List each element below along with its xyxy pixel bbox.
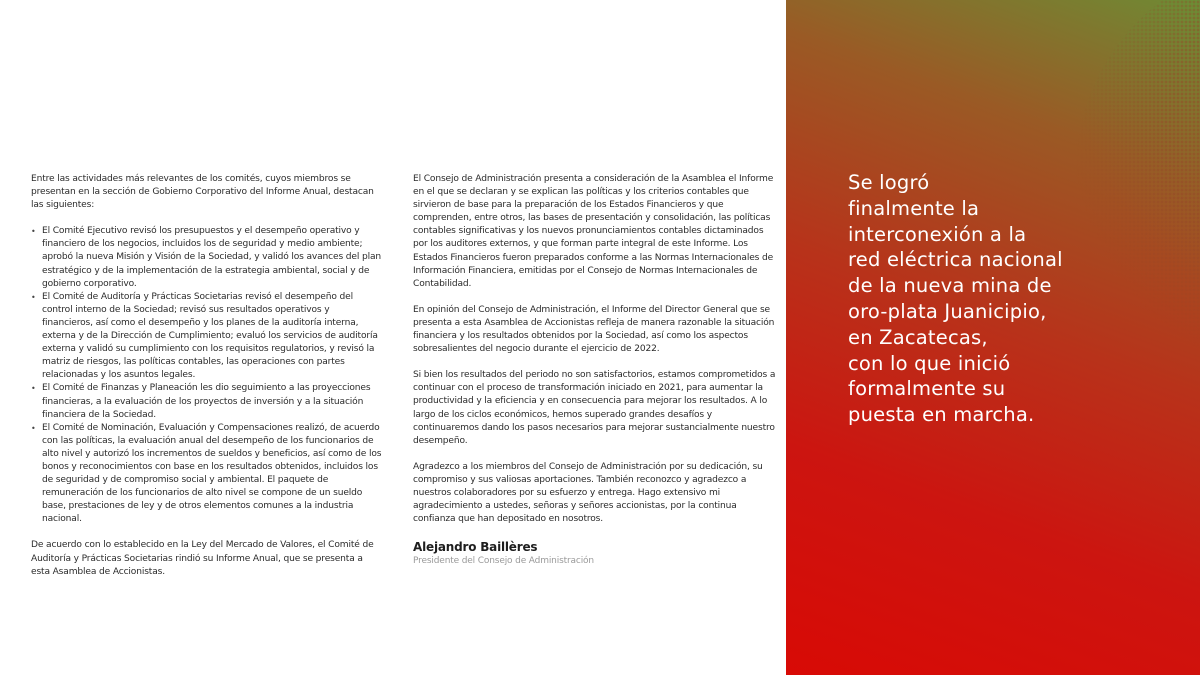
quote-line: formalmente su xyxy=(848,377,1006,401)
list-item: • El Comité de Finanzas y Planeación les dio seguimiento a las proyecciones financieras, a la evaluación de los proyectos de inversión y a la situación financiera de la Sociedad. xyxy=(31,382,383,421)
pull-quote xyxy=(848,170,1178,428)
left-column xyxy=(31,173,383,592)
list-item: • El Comité de Auditoría y Prácticas Societarias revisó el desempeño del control interno de la Sociedad; revisó sus resultados operativos y financieros, así como el desempeño y los planes de la auditoría interna, externa y de la Dirección de Cumplimiento; evaluó los servicios de auditoría externa y validó su cumplimiento con los requisitos regulatorios, y revisó la matriz de riesgos, las políticas contables, las operaciones con partes relacionadas y los asuntos legales. xyxy=(31,291,383,383)
signature-name: Alejandro Baillères xyxy=(413,540,538,555)
body-paragraph: Agradezco a los miembros del Consejo de Administración por su dedicación, su compromiso y sus valiosas aportaciones. También reconozco y agradezco a nuestros colaboradores por su esfuerzo y entrega. Hago extensivo mi agradecimiento a ustedes, señoras y señores accionistas, por la continua confianza que han depositado en nosotros. xyxy=(413,461,763,525)
quote-line: puesta en marcha. xyxy=(848,403,1035,427)
closing-paragraph: De acuerdo con lo establecido en la Ley del Mercado de Valores, el Comité de Auditoría y Prácticas Societarias rindió su Informe Anual, que se presenta a esta Asamblea de Accionistas. xyxy=(31,540,374,577)
list-item: • El Comité Ejecutivo revisó los presupuestos y el desempeño operativo y financiero de los negocios, incluidos los de seguridad y medio ambiente; aprobó la nueva Misión y Visión de la Sociedad, y validó los avances del plan estratégico y de la implementación de la estrategia ambiental, social y de gobierno corporativo. xyxy=(31,225,383,290)
quote-line: interconexión a la xyxy=(848,222,1027,246)
quote-line: oro-plata Juanicipio, xyxy=(848,299,1047,323)
quote-panel xyxy=(786,0,1200,675)
signature-role: Presidente del Consejo de Administración xyxy=(413,556,594,567)
quote-line: de la nueva mina de xyxy=(848,274,1052,298)
quote-line: con lo que inició xyxy=(848,351,1011,375)
intro-paragraph: Entre las actividades más relevantes de los comités, cuyos miembros se presentan en la sección de Gobierno Corporativo del Informe Anual, destacan las siguientes: xyxy=(31,174,374,211)
quote-line: red eléctrica nacional xyxy=(848,248,1063,272)
list-item: • El Comité de Nominación, Evaluación y Compensaciones realizó, de acuerdo con las políticas, la evaluación anual del desempeño de los funcionarios de alto nivel y autorizó los incrementos de sueldos y beneficios, así como de los bonos y reconocimientos con base en los resultados obtenidos, incluidos los de seguridad y de compromiso social y ambiental. El paquete de remuneración de los funcionarios de alto nivel se compone de un sueldo base, prestaciones de ley y de otros elementos comunes a la industria nacional. xyxy=(31,422,383,527)
committee-list xyxy=(31,225,383,526)
quote-line: finalmente la xyxy=(848,196,980,220)
quote-line: en Zacatecas, xyxy=(848,325,988,349)
quote-line: Se logró xyxy=(848,171,930,194)
middle-column xyxy=(413,173,777,568)
body-paragraph: En opinión del Consejo de Administración, el Informe del Director General que se presenta a esta Asamblea de Accionistas refleja de manera razonable la situación financiera y los resultados obtenidos por la Sociedad, así como los aspectos sobresalientes del negocio durante el ejercicio de 2022. xyxy=(413,304,775,355)
body-paragraph: Si bien los resultados del periodo no son satisfactorios, estamos comprometidos a continuar con el proceso de transformación iniciado en 2021, para aumentar la productividad y la eficiencia y en consecuencia para mejorar los resultados. A lo largo de los ciclos económicos, hemos superado grandes desafíos y continuaremos dando los pasos necesarios para mejorar sustancialmente nuestro desempeño. xyxy=(413,370,776,446)
body-paragraph: El Consejo de Administración presenta a consideración de la Asamblea el Informe en el que se declaran y se explican las políticas y los criterios contables que sirvieron de base para la preparación de los Estados Financieros y que comprenden, entre otros, las bases de presentación y consolidación, las políticas contables significativas y los nuevos pronunciamientos contables dictaminados por los auditores externos, y que forman parte integral de este Informe. Los Estados Financieros fueron preparados conforme a las Normas Internacionales de Información Financiera, emitidas por el Consejo de Normas Internacionales de Contabilidad. xyxy=(413,174,774,289)
